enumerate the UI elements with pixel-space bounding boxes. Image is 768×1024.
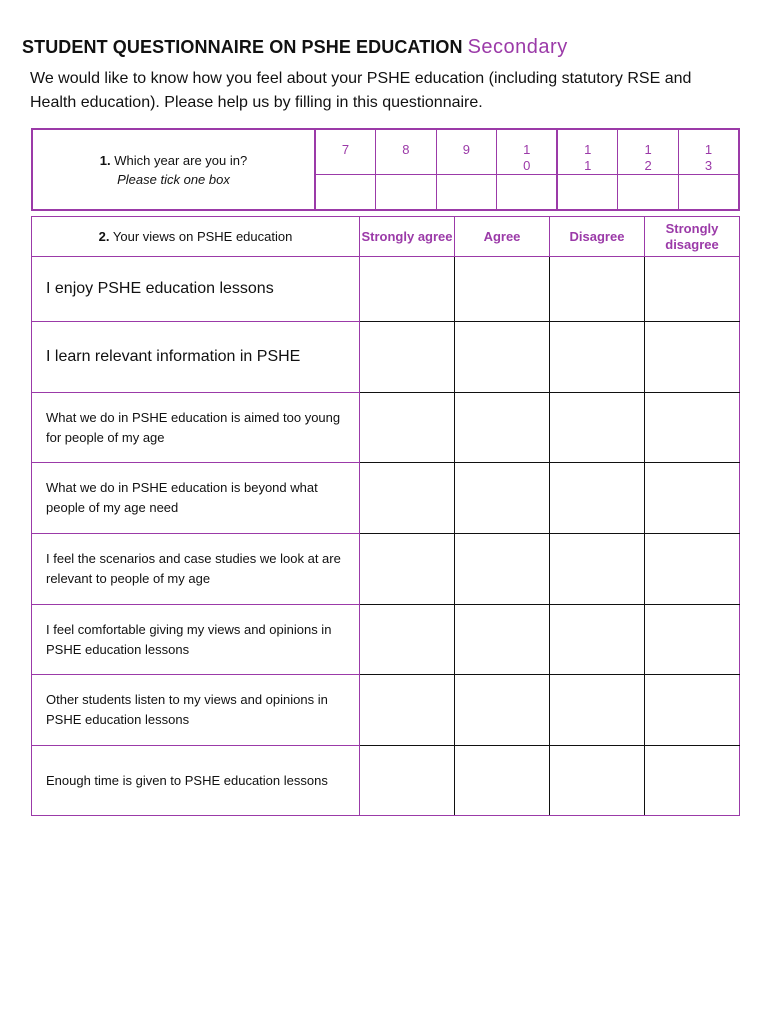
tick-box-strongly-disagree[interactable] [645,534,740,605]
statement-row [32,393,740,463]
year-label-13: 13 [678,129,739,175]
tick-box-strongly-agree[interactable] [360,257,455,322]
option-disagree: Disagree [550,217,645,257]
tick-box-disagree[interactable] [550,746,645,816]
tick-box-strongly-disagree[interactable] [645,675,740,746]
tick-box-strongly-disagree[interactable] [645,257,740,322]
statement-row [32,605,740,675]
statement-text: What we do in PSHE education is beyond what people of my age need [32,463,360,534]
tick-box-strongly-agree[interactable] [360,746,455,816]
statement-row [32,257,740,322]
tick-box-strongly-disagree[interactable] [645,605,740,675]
tick-box-strongly-disagree[interactable] [645,463,740,534]
tick-box-disagree[interactable] [550,257,645,322]
option-strongly-agree: Strongly agree [360,217,455,257]
tick-box-agree[interactable] [455,463,550,534]
year-label-7: 7 [315,129,376,175]
statement-text: What we do in PSHE education is aimed too young for people of my age [32,393,360,463]
tick-box-strongly-disagree[interactable] [645,322,740,393]
statement-text: I feel comfortable giving my views and opinions in PSHE education lessons [32,605,360,675]
q2-question: Your views on PSHE education [112,229,293,244]
year-question-table [31,128,740,211]
tick-box-strongly-agree[interactable] [360,675,455,746]
tick-box-strongly-disagree[interactable] [645,393,740,463]
q2-header-cell [32,217,360,257]
year-label-8: 8 [376,129,437,175]
tick-box-agree[interactable] [455,393,550,463]
option-agree: Agree [455,217,550,257]
option-strongly-disagree: Strongly disagree [645,217,740,257]
year-label-9: 9 [436,129,497,175]
q1-number: 1. [99,152,111,168]
tick-box-agree[interactable] [455,605,550,675]
tick-box-strongly-disagree[interactable] [645,746,740,816]
statement-row [32,675,740,746]
year-tick-box-9[interactable] [436,175,497,211]
page-title [22,34,742,60]
year-tick-box-10[interactable] [497,175,558,211]
tick-box-agree[interactable] [455,746,550,816]
tick-box-strongly-agree[interactable] [360,393,455,463]
year-label-11: 11 [557,129,618,175]
q1-question: Which year are you in? [114,152,248,168]
q2-number: 2. [98,229,110,244]
statement-text: I learn relevant information in PSHE [32,322,360,393]
tick-box-strongly-agree[interactable] [360,534,455,605]
year-label-10: 10 [497,129,558,175]
year-tick-box-12[interactable] [618,175,679,211]
year-tick-box-7[interactable] [315,175,376,211]
statement-text: I feel the scenarios and case studies we look at are relevant to people of my age [32,534,360,605]
statement-row [32,322,740,393]
statement-row [32,463,740,534]
tick-box-disagree[interactable] [550,534,645,605]
tick-box-disagree[interactable] [550,322,645,393]
statement-text: Enough time is given to PSHE education lessons [32,746,360,816]
statement-row [32,746,740,816]
year-label-12: 12 [618,129,679,175]
tick-box-strongly-agree[interactable] [360,322,455,393]
tick-box-agree[interactable] [455,675,550,746]
title-subtitle: Secondary [467,36,568,58]
tick-box-disagree[interactable] [550,393,645,463]
intro-text: We would like to know how you feel about your PSHE education (including statutory RSE and Health education). Please help us by filling in this questionnaire. [30,70,692,111]
tick-box-agree[interactable] [455,322,550,393]
tick-box-agree[interactable] [455,257,550,322]
tick-box-agree[interactable] [455,534,550,605]
year-tick-box-13[interactable] [678,175,739,211]
statement-text: Other students listen to my views and opinions in PSHE education lessons [32,675,360,746]
statement-text: I enjoy PSHE education lessons [32,257,360,322]
year-question-cell [32,129,315,210]
views-question-table [31,216,740,816]
tick-box-disagree[interactable] [550,675,645,746]
q1-instruction: Please tick one box [117,171,230,187]
tick-box-strongly-agree[interactable] [360,463,455,534]
title-main: STUDENT QUESTIONNAIRE ON PSHE EDUCATION [22,37,463,57]
year-tick-box-8[interactable] [376,175,437,211]
tick-box-strongly-agree[interactable] [360,605,455,675]
tick-box-disagree[interactable] [550,605,645,675]
year-tick-box-11[interactable] [557,175,618,211]
statement-row [32,534,740,605]
tick-box-disagree[interactable] [550,463,645,534]
